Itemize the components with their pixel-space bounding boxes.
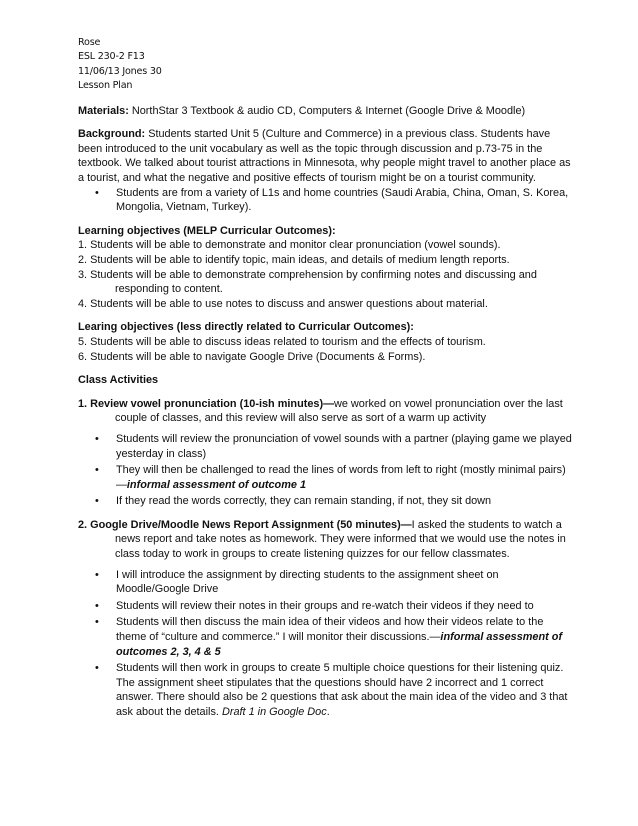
activity-1-bullet-1: • Students will review the pronunciation of vowel sounds with a partner (playing game we played yesterday in class)	[78, 432, 572, 461]
activity-2-bullet-4-text: Students will then work in groups to create 5 multiple choice questions for their listening quiz. The assignment sheet stipulates that the questions should have 2 incorrect and 1 correct answer. There should also be 2 questions that ask about the main idea of the video and 3 that ask about the details.	[116, 662, 568, 718]
activity-2-bullet-2: • Students will review their notes in their groups and re-watch their videos if they need to	[78, 599, 572, 614]
materials-section	[78, 104, 572, 119]
activity-2-bullet-3-text: Students will then discuss the main idea of their videos and how their videos relate to the theme of “culture and commerce.” I will monitor their discussions.—	[116, 616, 544, 644]
activity-2-title: 2. Google Drive/Moodle News Report Assignment (50 minutes)—	[78, 518, 412, 531]
background-bullets	[78, 186, 572, 215]
activity-2-bullets	[78, 568, 572, 720]
background-section	[78, 127, 572, 215]
background-bullet: • Students are from a variety of L1s and home countries (Saudi Arabia, China, Oman, S. Korea, Mongolia, Vietnam, Turkey).	[78, 186, 572, 215]
objective-2: 2. Students will be able to identify topic, main ideas, and details of medium length reports.	[78, 253, 510, 266]
activity-1	[78, 397, 572, 509]
lesson-plan-page	[78, 36, 572, 722]
class-activities-heading: Class Activities	[78, 374, 159, 387]
objective-5: 5. Students will be able to discuss ideas related to tourism and the effects of tourism.	[78, 335, 486, 348]
document-type: Lesson Plan	[78, 80, 133, 92]
objective-1: 1. Students will be able to demonstrate and monitor clear pronunciation (vowel sounds).	[78, 239, 501, 252]
other-objectives-heading: Learing objectives (less directly related to Curricular Outcomes):	[78, 321, 414, 334]
date-and-room: 11/06/13 Jones 30	[78, 65, 162, 77]
background-label: Background:	[78, 128, 146, 141]
document-header	[78, 36, 572, 94]
draft-note: Draft 1 in Google Doc	[221, 706, 327, 718]
materials-label: Materials:	[78, 104, 129, 117]
author-name: Rose	[78, 37, 101, 48]
course-code: ESL 230-2 F13	[78, 51, 145, 63]
materials-text: NorthStar 3 Textbook & audio CD, Computers & Internet (Google Drive & Moodle)	[128, 104, 526, 117]
activity-1-bullet-2	[78, 463, 572, 492]
activity-1-bullet-3: • If they read the words correctly, they can remain standing, if not, they sit down	[78, 494, 572, 509]
activity-2-text: I asked the students to watch a news report and take notes as homework. They were informed that we would use the notes in class today to work in groups to create listening quizzes for our fellow classmates.	[115, 518, 566, 561]
activity-1-title: 1. Review vowel pronunciation (10-ish minutes)—	[78, 397, 334, 410]
activity-2	[78, 518, 572, 720]
activity-2-bullet-3	[78, 615, 572, 659]
melp-objectives-section	[78, 224, 572, 312]
activity-2-bullet-4	[78, 661, 572, 719]
objective-4: 4. Students will be able to use notes to discuss and answer questions about material.	[78, 297, 488, 310]
activity-1-bullet-2-text: They will then be challenged to read the lines of words from left to right (mostly minimal pairs)—	[116, 464, 566, 491]
objective-3: 3. Students will be able to demonstrate comprehension by confirming notes and discussing and responding to content.	[78, 268, 537, 296]
background-text: Students started Unit 5 (Culture and Commerce) in a previous class. Students have been introduced to the unit vocabulary as well as the topic through discussion and p.73-75 in the textbook. We talked about tourist attractions in Minnesota, why people might travel to another place as a tourist, and what the negative and positive effects of tourism might be on a tourist community.	[78, 128, 571, 184]
objective-6: 6. Students will be able to navigate Google Drive (Documents & Forms).	[78, 350, 426, 363]
activity-2-bullet-1: • I will introduce the assignment by directing students to the assignment sheet on Moodle/Google Drive	[78, 568, 572, 597]
other-objectives-section	[78, 320, 572, 364]
activity-1-bullets	[78, 432, 572, 509]
assessment-note-outcome-1: informal assessment of outcome 1	[126, 478, 307, 491]
activity-1-text: we worked on vowel pronunciation over the last couple of classes, and this review will also serve as sort of a warm up activity	[115, 397, 563, 425]
activity-2-intro	[78, 518, 572, 562]
activity-1-intro	[78, 397, 572, 426]
assessment-note-outcomes-2-5: informal assessment of outcomes 2, 3, 4 & 5	[116, 631, 563, 658]
melp-objectives-heading: Learning objectives (MELP Curricular Outcomes):	[78, 224, 336, 237]
activity-2-bullet-4-end: .	[326, 706, 330, 718]
